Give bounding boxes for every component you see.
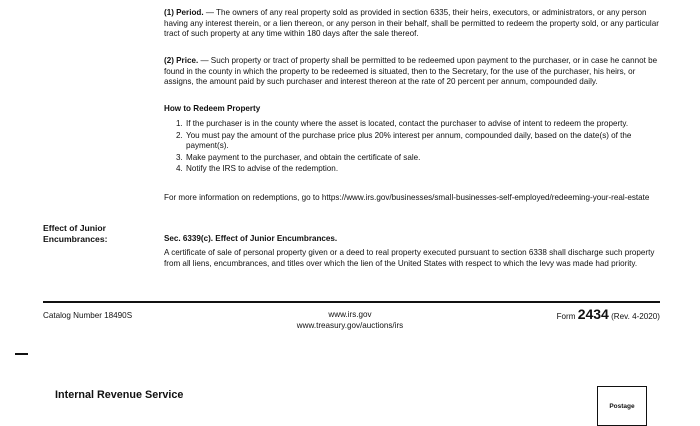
form-identifier (557, 306, 660, 322)
price-text: — Such property or tract of property shall be permitted to be redeemed upon payment to the purchaser, or in case he cannot be found in the county in which the property to be redeemed is situated, then to the Secretary, for the use of the purchaser, his heirs, or assigns, the amount paid by such purchaser and interest thereon at the rate of 20 percent per annum, compounded daily. (164, 56, 658, 87)
step-number: 4. (176, 164, 183, 174)
postage-box (597, 386, 647, 426)
list-item (176, 164, 664, 175)
period-text: — The owners of any real property sold as provided in section 6335, their heirs, executors, or administrators, or any person having any interest therein, or a lien thereon, or any person in their behalf, shall be permitted to redeem the property sold, or any particular tract of such property at any time within 180 days after the sale thereof. (164, 8, 659, 39)
treasury-url-link[interactable]: www.treasury.gov/auctions/irs (296, 321, 404, 330)
junior-encumbrances-side-label: Effect of Junior Encumbrances: (43, 223, 108, 244)
catalog-number: Catalog Number 18490S (43, 311, 133, 320)
step-text: Make payment to the purchaser, and obtain the certificate of sale. (186, 152, 421, 162)
step-text: Notify the IRS to advise of the redemption. (186, 164, 339, 174)
footer-divider (43, 301, 660, 303)
postage-label: Postage (609, 403, 635, 410)
price-paragraph (164, 56, 664, 88)
form-number: 2434 (577, 306, 609, 322)
step-number: 3. (176, 152, 183, 162)
step-text: If the purchaser is in the county where the asset is located, contact the purchaser to advise of intent to redeem the property. (186, 119, 629, 128)
list-item (176, 131, 664, 152)
list-item (176, 119, 664, 130)
form-prefix: Form (556, 312, 576, 321)
more-info-text: For more information on redemptions, go to https://www.irs.gov/businesses/small-businesses-self-employed/redeeming-your-real-estate (164, 193, 650, 202)
irs-url-link[interactable]: www.irs.gov (328, 310, 372, 319)
redeem-steps-list (176, 119, 664, 176)
period-paragraph (164, 8, 664, 40)
footer-urls (250, 309, 450, 331)
list-item (176, 153, 664, 164)
agency-name: Internal Revenue Service (55, 389, 184, 401)
step-number: 1. (176, 119, 183, 128)
how-to-heading: How to Redeem Property (164, 104, 261, 113)
step-text: You must pay the amount of the purchase price plus 20% interest per annum, compounded daily, based on the date(s) of the payment(s). (186, 130, 632, 151)
period-title: (1) Period. (164, 8, 204, 17)
form-revision: (Rev. 4-2020) (611, 312, 660, 321)
fold-mark (15, 353, 28, 355)
junior-paragraph: A certificate of sale of personal property given or a deed to real property executed pursuant to section 6338 shall discharge such property from all liens, encumbrances, and titles over which the lien of the United States with respect to which the levy was made had priority. (164, 248, 655, 268)
junior-heading: Sec. 6339(c). Effect of Junior Encumbrances. (164, 234, 338, 243)
price-title: (2) Price. (164, 56, 199, 65)
step-number: 2. (176, 130, 183, 140)
